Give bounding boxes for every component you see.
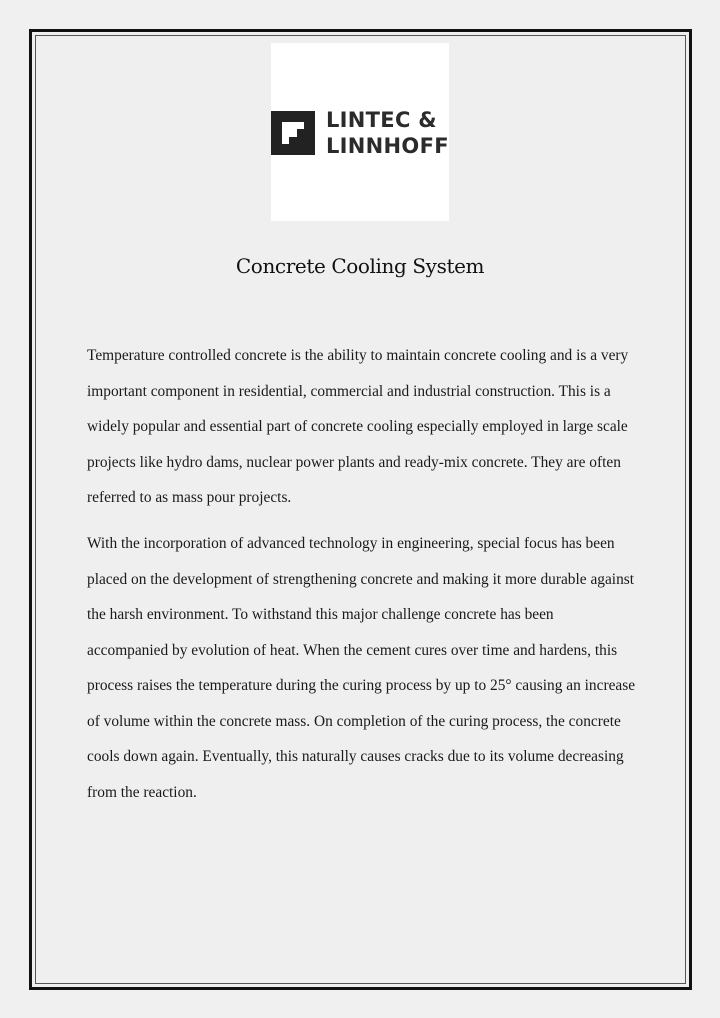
document-title: Concrete Cooling System xyxy=(235,254,485,278)
paragraph-1 xyxy=(87,338,637,516)
logo-wordmark xyxy=(326,107,449,159)
paragraph-2-text: With the incorporation of advanced technology in engineering, special focus has been placed on the development of strengthening concrete and making it more durable against the harsh environment. To withstand this major challenge concrete has been accompanied by evolution of heat. When the cement cures over time and hardens, this process raises the temperature during the curing process by up to 25° causing an increase of volume within the concrete mass. On completion of the curing process, the concrete cools down again. Eventually, this naturally causes cracks due to its volume decreasing from the reaction. xyxy=(87,535,636,801)
logo-line-2: LINNHOFF xyxy=(326,134,449,158)
company-logo xyxy=(271,43,449,221)
logo-mark-icon xyxy=(271,111,315,155)
paragraph-2 xyxy=(87,526,637,810)
logo-line-1: LINTEC & xyxy=(326,108,437,132)
paragraph-1-text: Temperature controlled concrete is the ability to maintain concrete cooling and is a very important component in residential, commercial and industrial construction. This is a widely popular and essential part of concrete cooling especially employed in large scale projects like hydro dams, nuclear power plants and ready-mix concrete. They are often referred to as mass pour projects. xyxy=(87,347,629,506)
